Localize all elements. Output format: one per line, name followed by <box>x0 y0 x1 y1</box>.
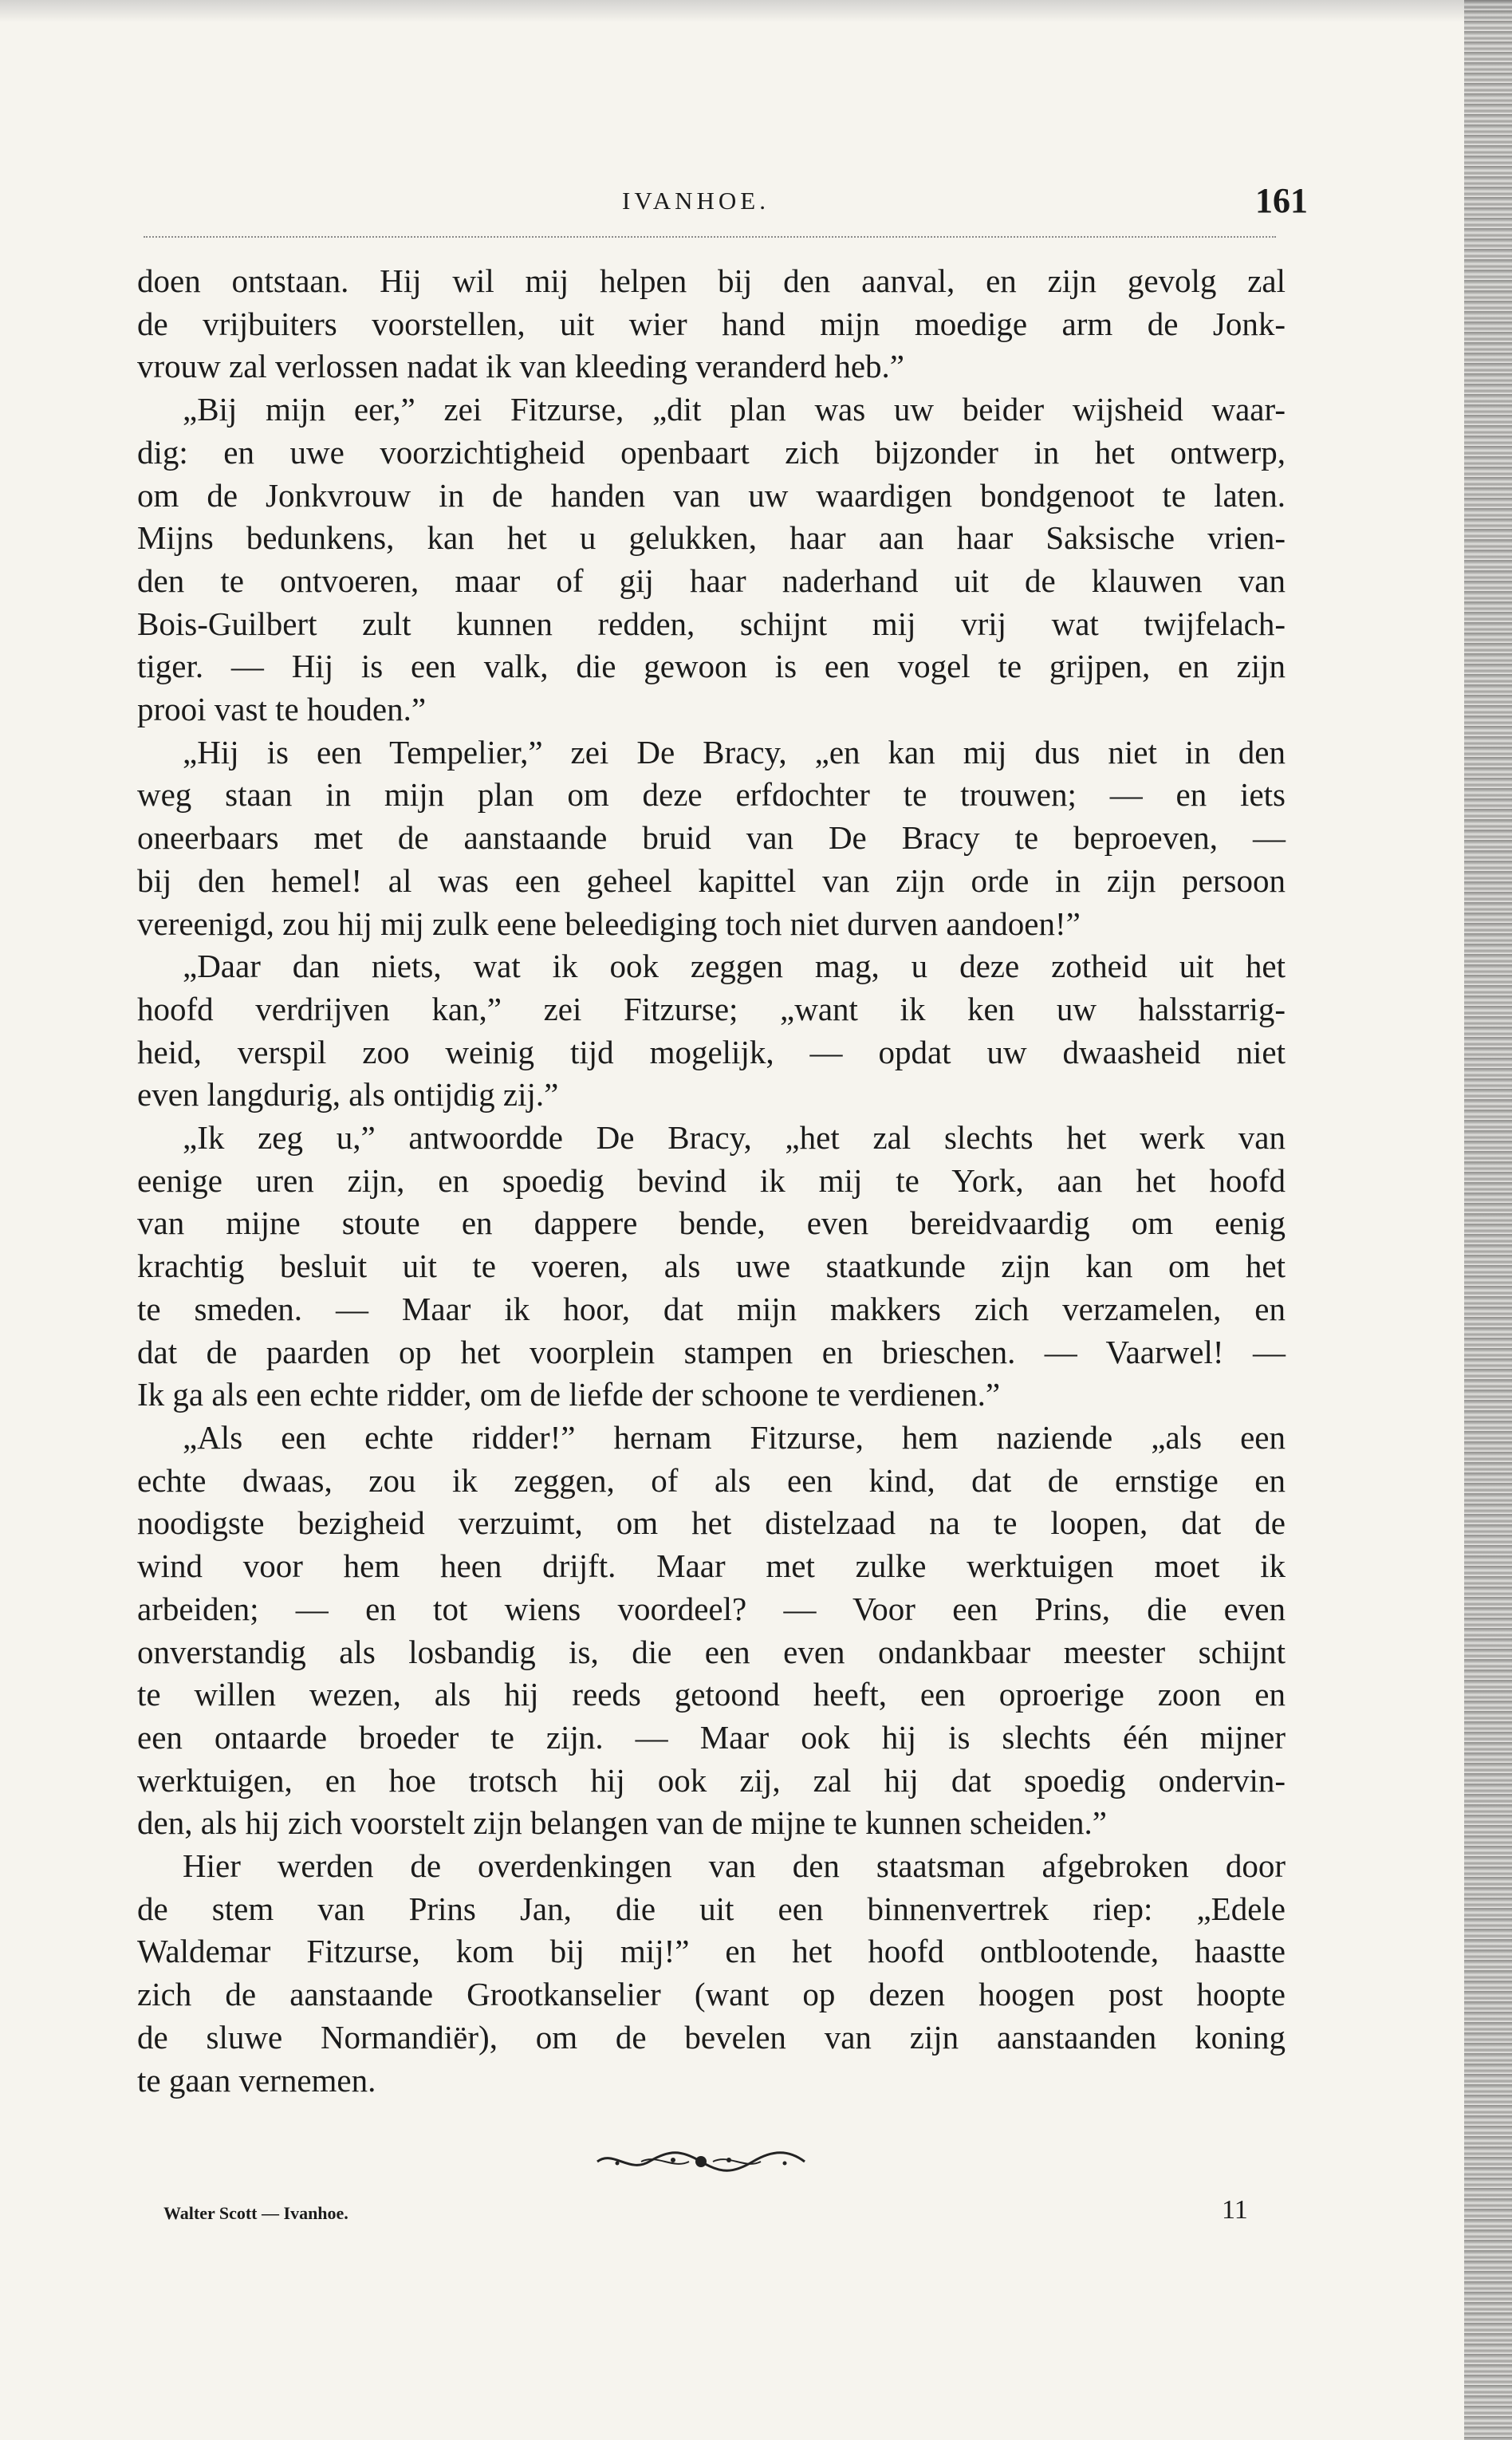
text-line: „Bij mijn eer,” zei Fitzurse, „dit plan was uw beider wijsheid waar- <box>183 391 1286 428</box>
text-line: Bois-Guilbert zult kunnen redden, schijnt mij vrij wat twijfelach- <box>137 605 1286 642</box>
text-line: Waldemar Fitzurse, kom bij mij!” en het hoofd ontblootende, haastte <box>137 1933 1286 1970</box>
text-line: Mijns bedunkens, kan het u gelukken, haar aan haar Saksische vrien- <box>137 519 1286 557</box>
text-line: „Ik zeg u,” antwoordde De Bracy, „het zal slechts het werk van <box>183 1119 1286 1157</box>
text-line: arbeiden; — en tot wiens voordeel? — Voor een Prins, die even <box>137 1590 1286 1627</box>
text-line: dig: en uwe voorzichtigheid openbaart zich bijzonder in het ontwerp, <box>137 433 1286 471</box>
text-line: bij den hemel! al was een geheel kapittel van zijn orde in zijn persoon <box>137 861 1286 899</box>
text-line: doen ontstaan. Hij wil mij helpen bij den aanval, en zijn gevolg zal <box>137 262 1286 299</box>
text-line: Hier werden de overdenkingen van den staatsman afgebroken door <box>183 1847 1286 1885</box>
text-line: te gaan vernemen. <box>137 2061 376 2099</box>
text-line: van mijne stoute en dappere bende, even bereidvaardig om eenig <box>137 1204 1286 1242</box>
text-line: weg staan in mijn plan om deze erfdochter te trouwen; — en iets <box>137 776 1286 814</box>
text-line: den, als hij zich voorstelt zijn belangen van de mijne te kunnen scheiden.” <box>137 1804 1107 1842</box>
text-line: den te ontvoeren, maar of gij haar naderhand uit de klauwen van <box>137 562 1286 599</box>
text-line: echte dwaas, zou ik zeggen, of als een kind, dat de ernstige en <box>137 1461 1286 1499</box>
text-line: werktuigen, en hoe trotsch hij ook zij, zal hij dat spoedig ondervin- <box>137 1761 1286 1799</box>
body-text <box>137 260 1286 2102</box>
text-line: zich de aanstaande Grootkanselier (want op dezen hoogen post hoopte <box>137 1976 1286 2013</box>
ornament-icon <box>593 2146 809 2178</box>
text-line: vrouw zal verlossen nadat ik van kleeding veranderd heb.” <box>137 348 904 385</box>
text-line: krachtig besluit uit te voeren, als uwe staatkunde zijn kan om het <box>137 1248 1286 1285</box>
running-head-title: IVANHOE. <box>622 187 770 215</box>
text-line: heid, verspil zoo weinig tijd mogelijk, — opdat uw dwaasheid niet <box>137 1033 1286 1070</box>
text-line: te willen wezen, als hij reeds getoond heeft, een oproerige zoon en <box>137 1676 1286 1713</box>
text-line: wind voor hem heen drijft. Maar met zulke werktuigen moet ik <box>137 1547 1286 1585</box>
scan-top-edge <box>0 0 1512 22</box>
text-line: even langdurig, als ontijdig zij.” <box>137 1076 559 1114</box>
text-line: de sluwe Normandiër), om de bevelen van zijn aanstaanden koning <box>137 2018 1286 2056</box>
sheet-number: 11 <box>1222 2195 1248 2225</box>
text-line: te smeden. — Maar ik hoor, dat mijn makkers zich verzamelen, en <box>137 1290 1286 1327</box>
text-line: onverstandig als losbandig is, die een even ondankbaar meester schijnt <box>137 1633 1286 1670</box>
scan-right-edge <box>1464 0 1512 2440</box>
text-line: om de Jonkvrouw in de handen van uw waardigen bondgenoot te laten. <box>137 476 1286 514</box>
text-line: prooi vast te houden.” <box>137 691 427 728</box>
footer-signature: Walter Scott — Ivanhoe. <box>163 2203 348 2223</box>
text-line: dat de paarden op het voorplein stampen en brieschen. — Vaarwel! — <box>137 1333 1286 1370</box>
text-line: „Hij is een Tempelier,” zei De Bracy, „en kan mij dus niet in den <box>183 733 1286 771</box>
text-line: tiger. — Hij is een valk, die gewoon is een vogel te grijpen, en zijn <box>137 648 1286 685</box>
text-line: noodigste bezigheid verzuimt, om het distelzaad na te loopen, dat de <box>137 1504 1286 1542</box>
text-line: de stem van Prins Jan, die uit een binnenvertrek riep: „Edele <box>137 1890 1286 1927</box>
text-line: hoofd verdrijven kan,” zei Fitzurse; „want ik ken uw halsstarrig- <box>137 990 1286 1027</box>
text-line: „Daar dan niets, wat ik ook zeggen mag, u deze zotheid uit het <box>183 948 1286 985</box>
header-rule <box>144 236 1276 238</box>
text-line: een ontaarde broeder te zijn. — Maar ook hij is slechts één mijner <box>137 1718 1286 1756</box>
text-line: de vrijbuiters voorstellen, uit wier hand mijn moedige arm de Jonk- <box>137 305 1286 342</box>
text-line: eenige uren zijn, en spoedig bevind ik mij te York, aan het hoofd <box>137 1161 1286 1199</box>
text-line: oneerbaars met de aanstaande bruid van De Bracy te beproeven, — <box>137 819 1286 857</box>
text-line: „Als een echte ridder!” hernam Fitzurse, hem naziende „als een <box>183 1418 1286 1456</box>
text-line: Ik ga als een echte ridder, om de liefde der schoone te verdienen.” <box>137 1376 1001 1413</box>
running-head <box>136 180 1308 228</box>
page-number: 161 <box>1255 181 1308 220</box>
text-line: vereenigd, zou hij mij zulk eene beleediging toch niet durven aandoen!” <box>137 905 1081 942</box>
